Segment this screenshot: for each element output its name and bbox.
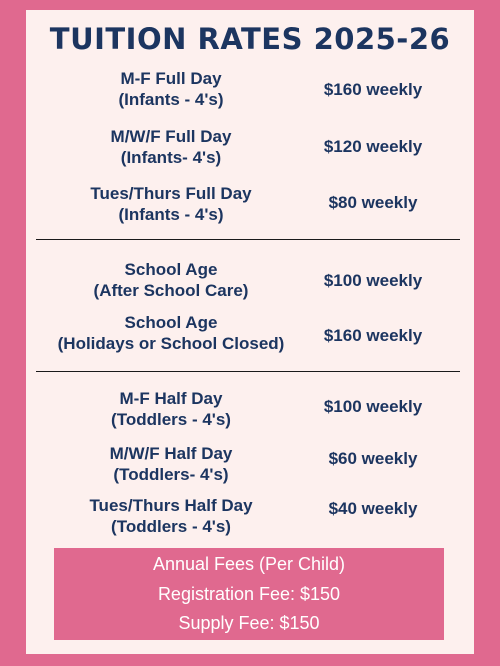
rate-label-line1: M-F Full Day	[120, 69, 222, 88]
rate-label-line1: School Age	[124, 313, 218, 332]
rate-label	[26, 495, 316, 537]
rate-label-line1: M/W/F Full Day	[110, 127, 232, 146]
page-title: TUITION RATES 2025-26	[49, 22, 451, 56]
rate-label-line1: M/W/F Half Day	[109, 444, 233, 463]
rate-label-line2: (Toddlers - 4's)	[111, 410, 231, 429]
rate-label	[26, 68, 316, 110]
rate-label	[26, 259, 316, 301]
rate-label	[26, 183, 316, 225]
rate-label-line2: (Toddlers - 4's)	[111, 517, 231, 536]
rate-label	[26, 312, 316, 354]
rate-label-line1: Tues/Thurs Full Day	[90, 184, 252, 203]
rate-label-line2: (Infants - 4's)	[118, 205, 224, 224]
rate-price: $120 weekly	[323, 137, 423, 156]
section-divider	[36, 371, 460, 372]
annual-fees-heading: Annual Fees (Per Child)	[152, 554, 346, 574]
rate-label-line2: (Infants - 4's)	[118, 90, 224, 109]
rate-price: $60 weekly	[328, 449, 418, 468]
annual-fees-box	[54, 548, 444, 640]
rate-label-line2: (Infants- 4's)	[120, 148, 222, 167]
rate-price: $80 weekly	[328, 193, 418, 212]
rate-price: $40 weekly	[328, 499, 418, 518]
rate-price: $100 weekly	[323, 271, 423, 290]
registration-fee: Registration Fee: $150	[157, 584, 341, 604]
rate-price: $160 weekly	[323, 80, 423, 99]
rate-label-line2: (Holidays or School Closed)	[57, 334, 285, 353]
rate-label-line1: School Age	[124, 260, 218, 279]
rate-price: $100 weekly	[323, 397, 423, 416]
rate-label	[26, 443, 316, 485]
rate-label-line2: (After School Care)	[93, 281, 249, 300]
section-divider	[36, 239, 460, 240]
rates-card	[26, 10, 474, 654]
rate-label	[26, 126, 316, 168]
rate-price: $160 weekly	[323, 326, 423, 345]
supply-fee: Supply Fee: $150	[178, 613, 320, 633]
rate-label-line1: Tues/Thurs Half Day	[89, 496, 253, 515]
rate-label-line1: M-F Half Day	[119, 389, 223, 408]
rate-label	[26, 388, 316, 430]
rate-label-line2: (Toddlers- 4's)	[113, 465, 229, 484]
